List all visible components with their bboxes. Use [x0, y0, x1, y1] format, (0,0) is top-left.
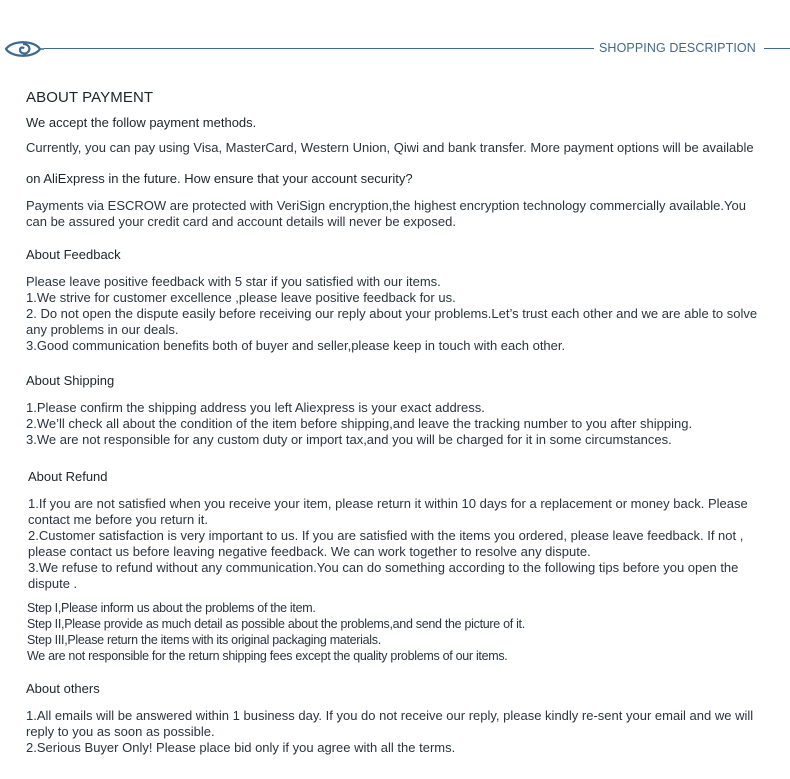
refund-step: Step III,Please return the items with its original packaging materials. — [27, 633, 381, 647]
others-line: 1.All emails will be answered within 1 business day. If you do not receive our reply, please kindly re-sent your email and we will reply to you as soon as possible. — [26, 708, 754, 739]
refund-title: About Refund — [28, 469, 108, 484]
payment-security: Payments via ESCROW are protected with VeriSign encryption,the highest encryption technology commercially available.You can be assured your credit card and account details will never be exposed. — [26, 198, 746, 229]
shipping-line: 3.We are not responsible for any custom duty or import tax,and you will be charged for it in some circumstances. — [26, 432, 672, 447]
header-label: SHOPPING DESCRIPTION — [599, 41, 756, 55]
refund-step: We are not responsible for the return shipping fees except the quality problems of our items. — [27, 649, 508, 663]
refund-steps — [27, 600, 767, 664]
payment-future: on AliExpress in the future. How ensure that your account security? — [26, 171, 413, 186]
others-list — [26, 708, 762, 756]
feedback-list — [26, 274, 766, 354]
payment-intro: We accept the follow payment methods. — [26, 115, 257, 130]
refund-step: Step II,Please provide as much detail as possible about the problems,and send the picture of it. — [27, 617, 525, 631]
feedback-line: 3.Good communication benefits both of buyer and seller,please keep in touch with each other. — [26, 338, 566, 353]
shipping-line: 1.Please confirm the shipping address you left Aliexpress is your exact address. — [26, 400, 485, 415]
feedback-title: About Feedback — [26, 247, 121, 262]
refund-line: 3.We refuse to refund without any communication.You can do something according to the following tips before you open the dispute . — [28, 560, 739, 591]
shipping-title: About Shipping — [26, 373, 115, 388]
refund-line: 1.If you are not satisfied when you receive your item, please return it within 10 days for a replacement or money back. Please contact me before you return it. — [28, 496, 748, 527]
feedback-line: 2. Do not open the dispute easily before receiving our reply about your problems.Let’s trust each other and we are able to solve any problems in our deals. — [26, 306, 758, 337]
feedback-line: 1.We strive for customer excellence ,please leave positive feedback for us. — [26, 290, 456, 305]
shipping-list — [26, 400, 766, 448]
others-line: 2.Serious Buyer Only! Please place bid only if you agree with all the terms. — [26, 740, 456, 755]
header-rule-left — [44, 48, 594, 49]
swirl-logo-icon — [4, 38, 44, 60]
refund-list — [28, 496, 764, 592]
payment-methods: Currently, you can pay using Visa, MasterCard, Western Union, Qiwi and bank transfer. More payment options will be available — [26, 140, 754, 155]
refund-step: Step I,Please inform us about the problems of the item. — [27, 601, 316, 615]
header-rule-right — [764, 48, 790, 49]
shipping-line: 2.We’ll check all about the condition of the item before shipping,and leave the tracking number to you after shipping. — [26, 416, 693, 431]
payment-title: ABOUT PAYMENT — [26, 89, 154, 106]
section-header — [0, 30, 790, 70]
refund-line: 2.Customer satisfaction is very important to us. If you are satisfied with the items you ordered, please leave feedback. If not , please contact us before leaving negative feedback. We can work together to resolve any dispute. — [28, 528, 744, 559]
feedback-line: Please leave positive feedback with 5 star if you satisfied with our items. — [26, 274, 441, 289]
others-title: About others — [26, 681, 100, 696]
